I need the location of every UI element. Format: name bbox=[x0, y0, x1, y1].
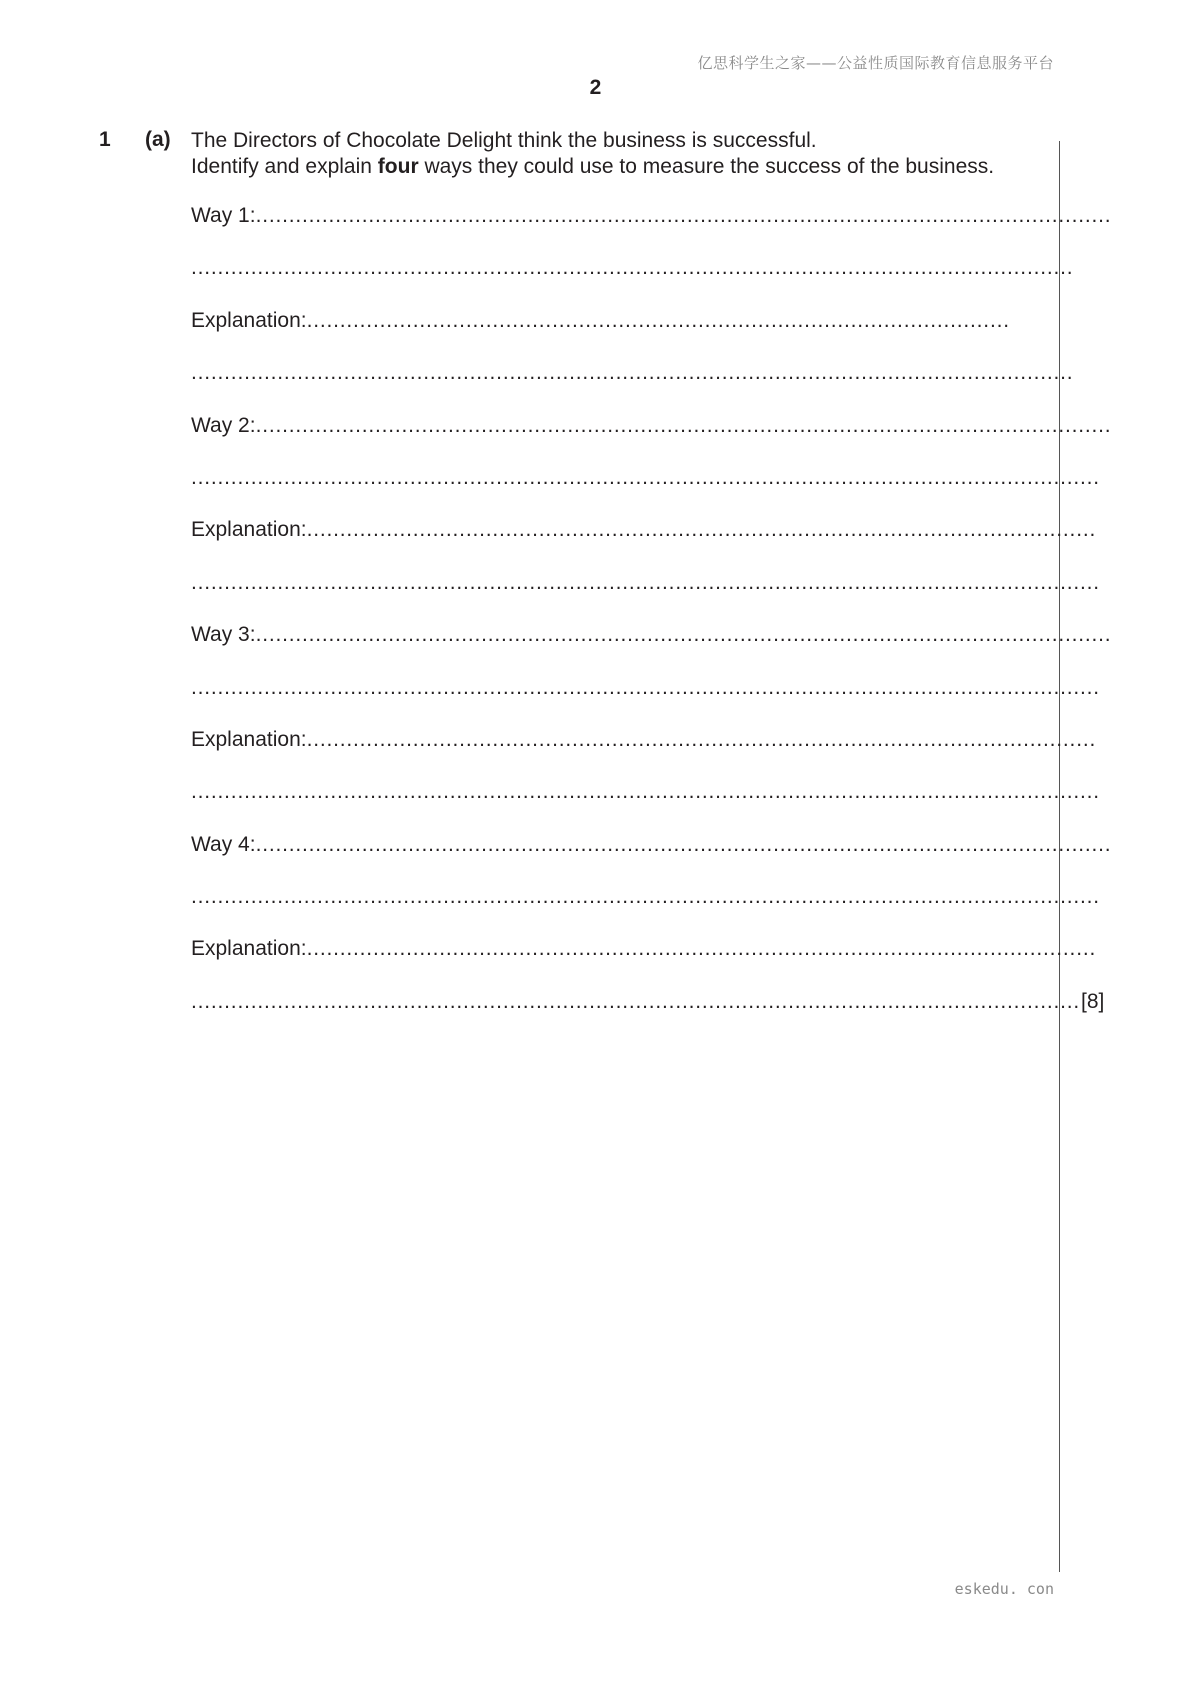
question-text bbox=[191, 128, 1051, 180]
answer-label: Explanation: bbox=[191, 518, 307, 542]
answer-label: Explanation: bbox=[191, 308, 307, 332]
answer-line[interactable] bbox=[191, 308, 1041, 360]
answer-line[interactable] bbox=[191, 936, 1097, 988]
answer-line[interactable] bbox=[191, 622, 1112, 674]
answer-line[interactable] bbox=[191, 779, 1100, 831]
answer-dots: ..................................................................................................................................... bbox=[191, 361, 1074, 385]
answer-dots: ................................................................................................................................. bbox=[255, 832, 1112, 856]
answer-dots: .......................................................................................................... bbox=[306, 308, 1010, 332]
watermark-text: 亿思科学生之家——公益性质国际教育信息服务平台 bbox=[697, 54, 1054, 72]
answer-dots: ................................................................................................................................. bbox=[255, 204, 1112, 227]
answer-dots: ................................................................................................................................. bbox=[255, 623, 1112, 647]
answer-line[interactable] bbox=[191, 675, 1100, 727]
answer-dots: ....................................................................................................................... bbox=[306, 727, 1097, 751]
answer-dots: ....................................................................................................................... bbox=[306, 937, 1097, 961]
answer-area[interactable] bbox=[191, 203, 1112, 1041]
answer-line[interactable] bbox=[191, 832, 1112, 884]
answer-dots: ....................................................................................................................... bbox=[306, 518, 1097, 542]
question-line-1: The Directors of Chocolate Delight think the business is successful. bbox=[191, 129, 817, 152]
answer-dots: ......................................................................................................................................... bbox=[191, 780, 1100, 804]
answer-line[interactable] bbox=[191, 989, 1105, 1041]
answer-line[interactable] bbox=[191, 884, 1100, 936]
mark-allocation: [8] bbox=[1081, 989, 1105, 1013]
answer-line[interactable] bbox=[191, 727, 1097, 779]
question-number: 1 bbox=[99, 128, 111, 151]
answer-label: Explanation: bbox=[191, 727, 307, 751]
footer-site-text: eskedu. con bbox=[954, 1580, 1054, 1598]
answer-line[interactable] bbox=[191, 255, 1074, 307]
question-line-2 bbox=[191, 154, 1051, 180]
answer-line[interactable] bbox=[191, 465, 1100, 517]
answer-label: Way 1: bbox=[191, 204, 256, 227]
answer-label: Explanation: bbox=[191, 937, 307, 961]
question-line-2-start: Identify and explain bbox=[191, 155, 378, 178]
question-line-2-end: ways they could use to measure the success of the business. bbox=[418, 155, 995, 178]
answer-label: Way 4: bbox=[191, 832, 256, 856]
answer-dots: ......................................................................................................................................... bbox=[191, 570, 1100, 594]
answer-dots: ................................................................................................................................. bbox=[255, 413, 1112, 437]
page-number: 2 bbox=[589, 76, 602, 99]
answer-dots: ......................................................................................................................................... bbox=[191, 465, 1100, 489]
answer-dots: ......................................................................................................................................... bbox=[191, 675, 1100, 699]
answer-line[interactable] bbox=[191, 517, 1097, 569]
question-part: (a) bbox=[145, 128, 171, 151]
answer-line[interactable] bbox=[191, 203, 1112, 255]
answer-line[interactable] bbox=[191, 413, 1112, 465]
answer-dots: ...................................................................................................................................... bbox=[191, 989, 1081, 1013]
answer-dots: ..................................................................................................................................... bbox=[191, 256, 1074, 280]
question-emphasis: four bbox=[377, 155, 419, 178]
answer-line[interactable] bbox=[191, 360, 1074, 412]
answer-label: Way 3: bbox=[191, 623, 256, 647]
answer-dots: ......................................................................................................................................... bbox=[191, 885, 1100, 909]
answer-line[interactable] bbox=[191, 570, 1100, 622]
answer-label: Way 2: bbox=[191, 413, 256, 437]
